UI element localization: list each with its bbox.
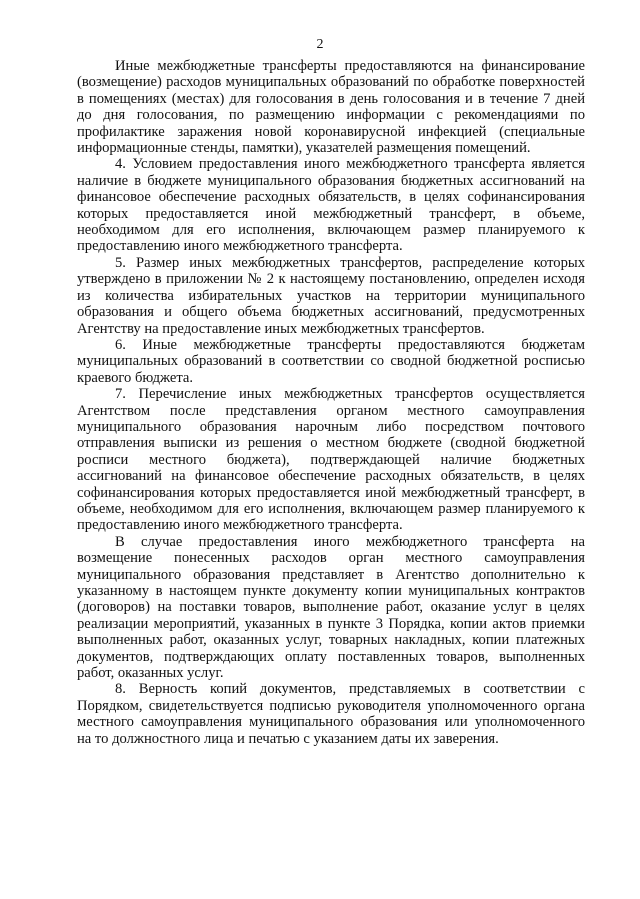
paragraph-item-4: 4. Условием предоставления иного межбюджетного трансферта является наличие в бюджете муниципального образования бюджетных ассигнований на финансовое обеспечение расходных обязательств, в целях софинансирования которых предоставляется иной межбюджетный трансферт, в объеме, необходимом для его исполнения, включающем размер планируемого к предоставлению иного межбюджетного трансферта. [77, 156, 585, 255]
paragraph-transfer-purpose: Иные межбюджетные трансферты предоставляются на финансирование (возмещение) расходов муниципальных образований по обработке поверхностей в помещениях (местах) для голосования в день голосования и в течение 7 дней до дня голосования, по размещению информации с рекомендациями по профилактике заражения новой коронавирусной инфекцией (специальные информационные стенды, памятки), указателей размещения помещений. [77, 58, 585, 157]
paragraph-reimbursement: В случае предоставления иного межбюджетного трансферта на возмещение понесенных расходов орган местного самоуправления муниципального образования представляет в Агентство дополнительно к указанному в настоящем пункте документу копии муниципальных контрактов (договоров) на поставки товаров, выполнение работ, оказание услуг в целях реализации мероприятий, указанных в пункте 3 Порядка, копии актов приемки выполненных работ, оказанных услуг, товарных накладных, копии платежных документов, подтверждающих оплату поставленных товаров, выполненных работ, оказанных услуг. [77, 533, 585, 682]
paragraph-item-5: 5. Размер иных межбюджетных трансфертов, распределение которых утверждено в приложении № 2 к настоящему постановлению, определен исходя из количества избирательных участков на территории муниципального образования и общего объема бюджетных ассигнований, предусмотренных Агентству на предоставление иных межбюджетных трансфертов. [77, 254, 585, 337]
document-body [77, 58, 585, 747]
paragraph-item-7: 7. Перечисление иных межбюджетных трансфертов осуществляется Агентством после представления органом местного самоуправления муниципального образования нарочным либо посредством почтового отправления выписки из решения о местном бюджете (сводной бюджетной росписи местного бюджета), подтверждающей наличие бюджетных ассигнований на финансовое обеспечение расходных обязательств, в целях софинансирования которых предоставляется иной межбюджетный трансферт, в объеме, необходимом для его исполнения, включающем размер планируемого к предоставлению иного межбюджетного трансферта. [77, 386, 585, 534]
paragraph-item-6: 6. Иные межбюджетные трансферты предоставляются бюджетам муниципальных образований в соответствии со сводной бюджетной росписью краевого бюджета. [77, 336, 585, 386]
paragraph-item-8: 8. Верность копий документов, представляемых в соответствии с Порядком, свидетельствуется подписью руководителя уполномоченного органа местного самоуправления муниципального образования или уполномоченного на то должностного лица и печатью с указанием даты их заверения. [77, 681, 585, 747]
page-number: 2 [316, 37, 324, 52]
